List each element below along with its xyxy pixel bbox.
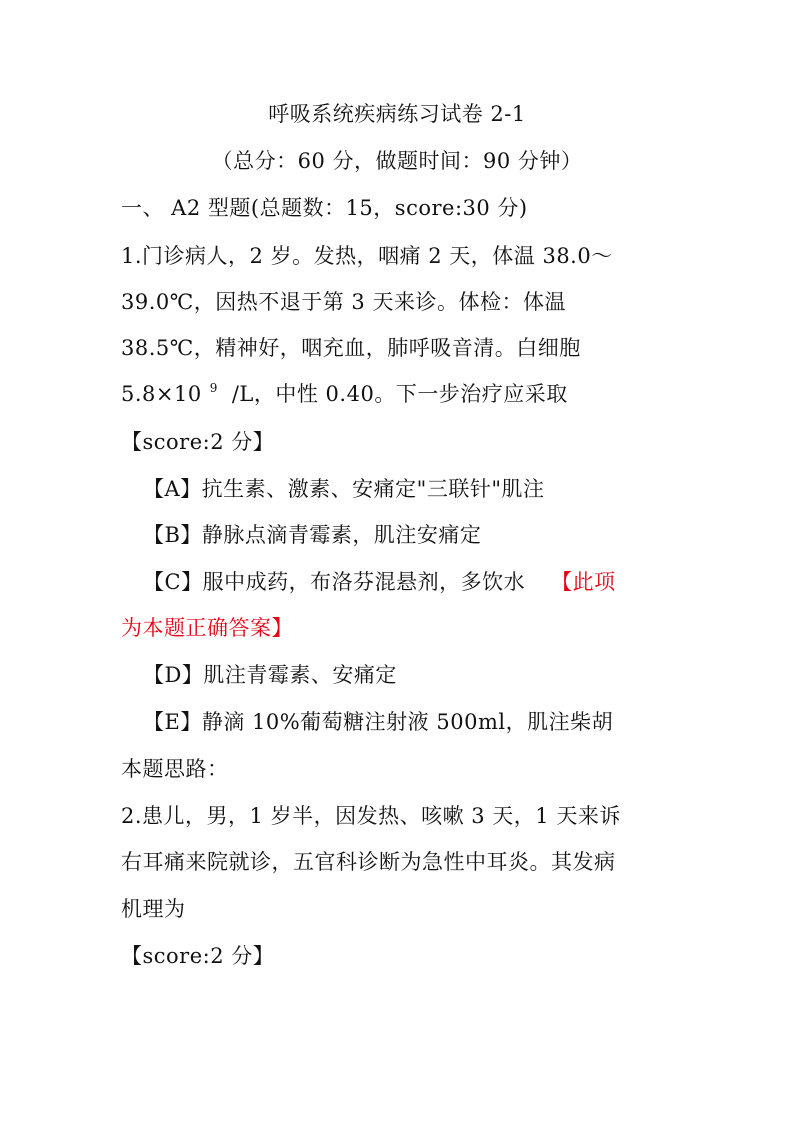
section-heading: 一、 A2 型题(总题数：15，score:30 分) — [121, 196, 528, 220]
exam-title: 呼吸系统疾病练习试卷 2-1 — [268, 102, 526, 126]
option-b: 【B】静脉点滴青霉素，肌注安痛定 — [143, 523, 482, 547]
question-stem-line: 1.门诊病人，2 岁。发热，咽痛 2 天，体温 38.0～ — [121, 244, 613, 268]
stem-text: 5.8×10 — [121, 382, 202, 406]
question-stem-line: 右耳痛来院就诊，五官科诊断为急性中耳炎。其发病 — [121, 850, 616, 874]
option-c — [143, 568, 616, 596]
reasoning-label: 本题思路： — [121, 757, 229, 781]
question-score: 【score:2 分】 — [121, 430, 275, 454]
option-d: 【D】肌注青霉素、安痛定 — [143, 663, 397, 687]
correct-answer-mark: 【此项 — [551, 570, 616, 594]
question-stem-line: 机理为 — [121, 897, 186, 921]
option-c-text: 【C】服中成药，布洛芬混悬剂，多饮水 — [143, 570, 526, 594]
stem-text: /L，中性 0.40。下一步治疗应采取 — [231, 382, 568, 406]
superscript: 9 — [209, 381, 218, 395]
question-stem-line — [121, 380, 568, 411]
correct-answer-mark-continued: 为本题正确答案】 — [121, 616, 293, 640]
option-a: 【A】抗生素、激素、安痛定"三联针"肌注 — [143, 477, 545, 501]
question-score: 【score:2 分】 — [121, 944, 275, 968]
exam-subtitle: （总分：60 分，做题时间：90 分钟） — [211, 149, 583, 173]
question-stem-line: 39.0℃，因热不退于第 3 天来诊。体检：体温 — [121, 290, 566, 314]
option-e: 【E】静滴 10%葡萄糖注射液 500ml，肌注柴胡 — [143, 710, 614, 734]
question-stem-line: 2.患儿，男，1 岁半，因发热、咳嗽 3 天，1 天来诉 — [121, 804, 621, 828]
question-stem-line: 38.5℃，精神好，咽充血，肺呼吸音清。白细胞 — [121, 336, 581, 360]
